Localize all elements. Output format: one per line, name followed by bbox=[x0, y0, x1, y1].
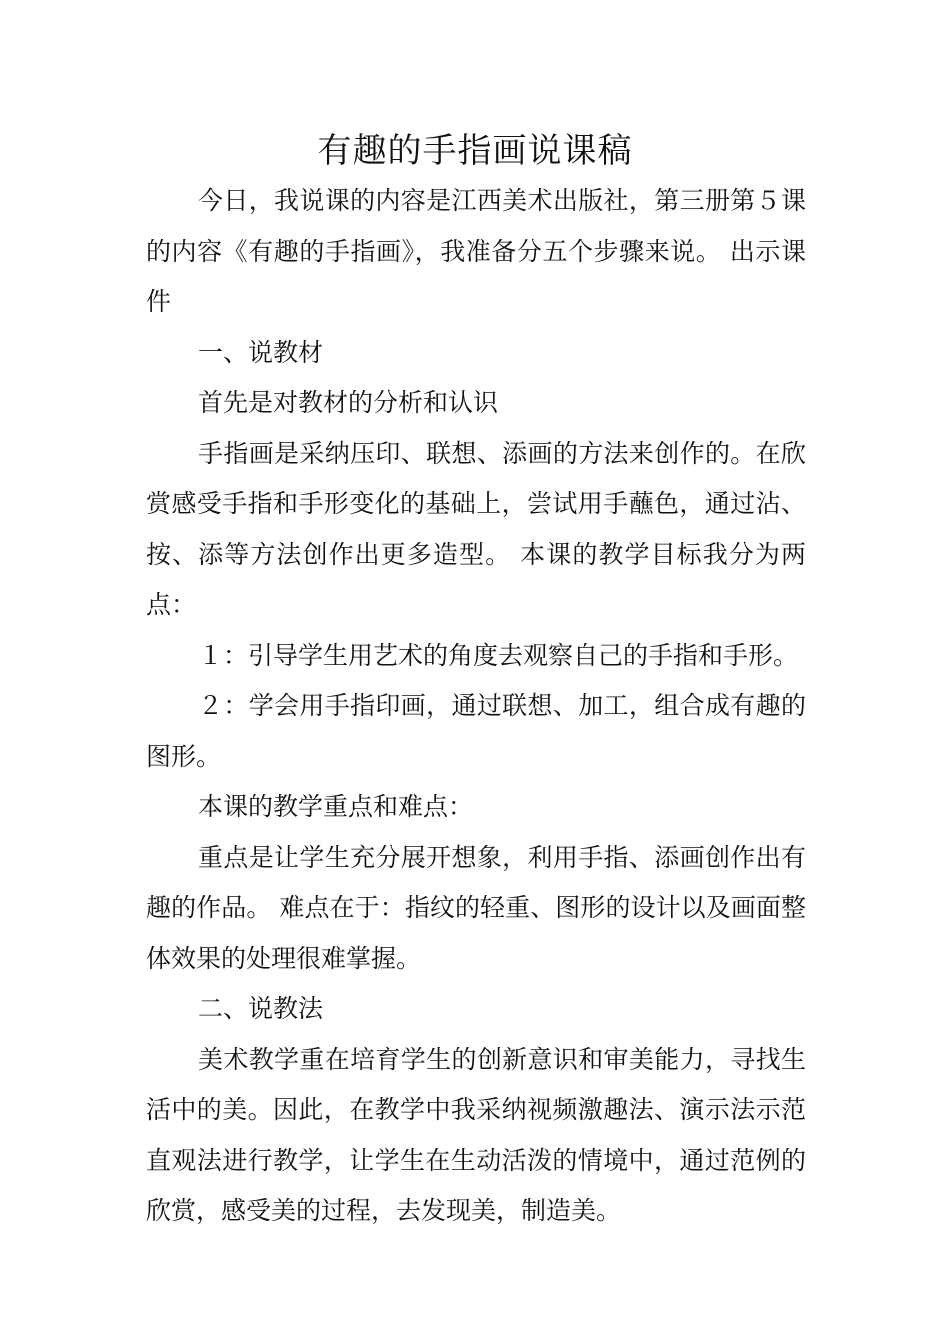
paragraph-key-points-heading: 本课的教学重点和难点： bbox=[198, 792, 474, 821]
paragraph-teaching-method: 美术教学重在培育学生的创新意识和审美能力，寻找生活中的美。因此，在教学中我采纳视频激趣法、演示法示范直观法进行教学，让学生在生动活泼的情境中，通过范例的欣赏，感受美的过程，去发现美，制造美。 bbox=[146, 1044, 806, 1225]
section-heading-textbook: 一、说教材 bbox=[198, 337, 324, 367]
paragraph-intro: 今日，我说课的内容是江西美术出版社，第三册第５课的内容《有趣的手指画》，我准备分五个步骤来说。 出示课件 bbox=[146, 186, 806, 316]
paragraph-goal-2: ２：学会用手指印画，通过联想、加工，组合成有趣的图形。 bbox=[146, 691, 806, 771]
section-heading-teaching-method: 二、说教法 bbox=[198, 994, 324, 1023]
paragraph-analysis: 首先是对教材的分析和认识 bbox=[198, 388, 499, 417]
paragraph-goal-1: １：引导学生用艺术的角度去观察自己的手指和手形。 bbox=[198, 640, 799, 670]
paragraph-key-points: 重点是让学生充分展开想象，利用手指、添画创作出有趣的作品。 难点在于：指纹的轻重、图形的设计以及画面整体效果的处理很难掌握。 bbox=[146, 842, 806, 973]
document-title: 有趣的手指画说课稿 bbox=[317, 131, 633, 171]
document-body bbox=[146, 176, 806, 1237]
paragraph-finger-painting: 手指画是采纳压印、联想、添画的方法来创作的。在欣赏感受手指和手形变化的基础上，尝试用手蘸色，通过沾、按、添等方法创作出更多造型。 本课的教学目标我分为两点： bbox=[146, 438, 806, 619]
